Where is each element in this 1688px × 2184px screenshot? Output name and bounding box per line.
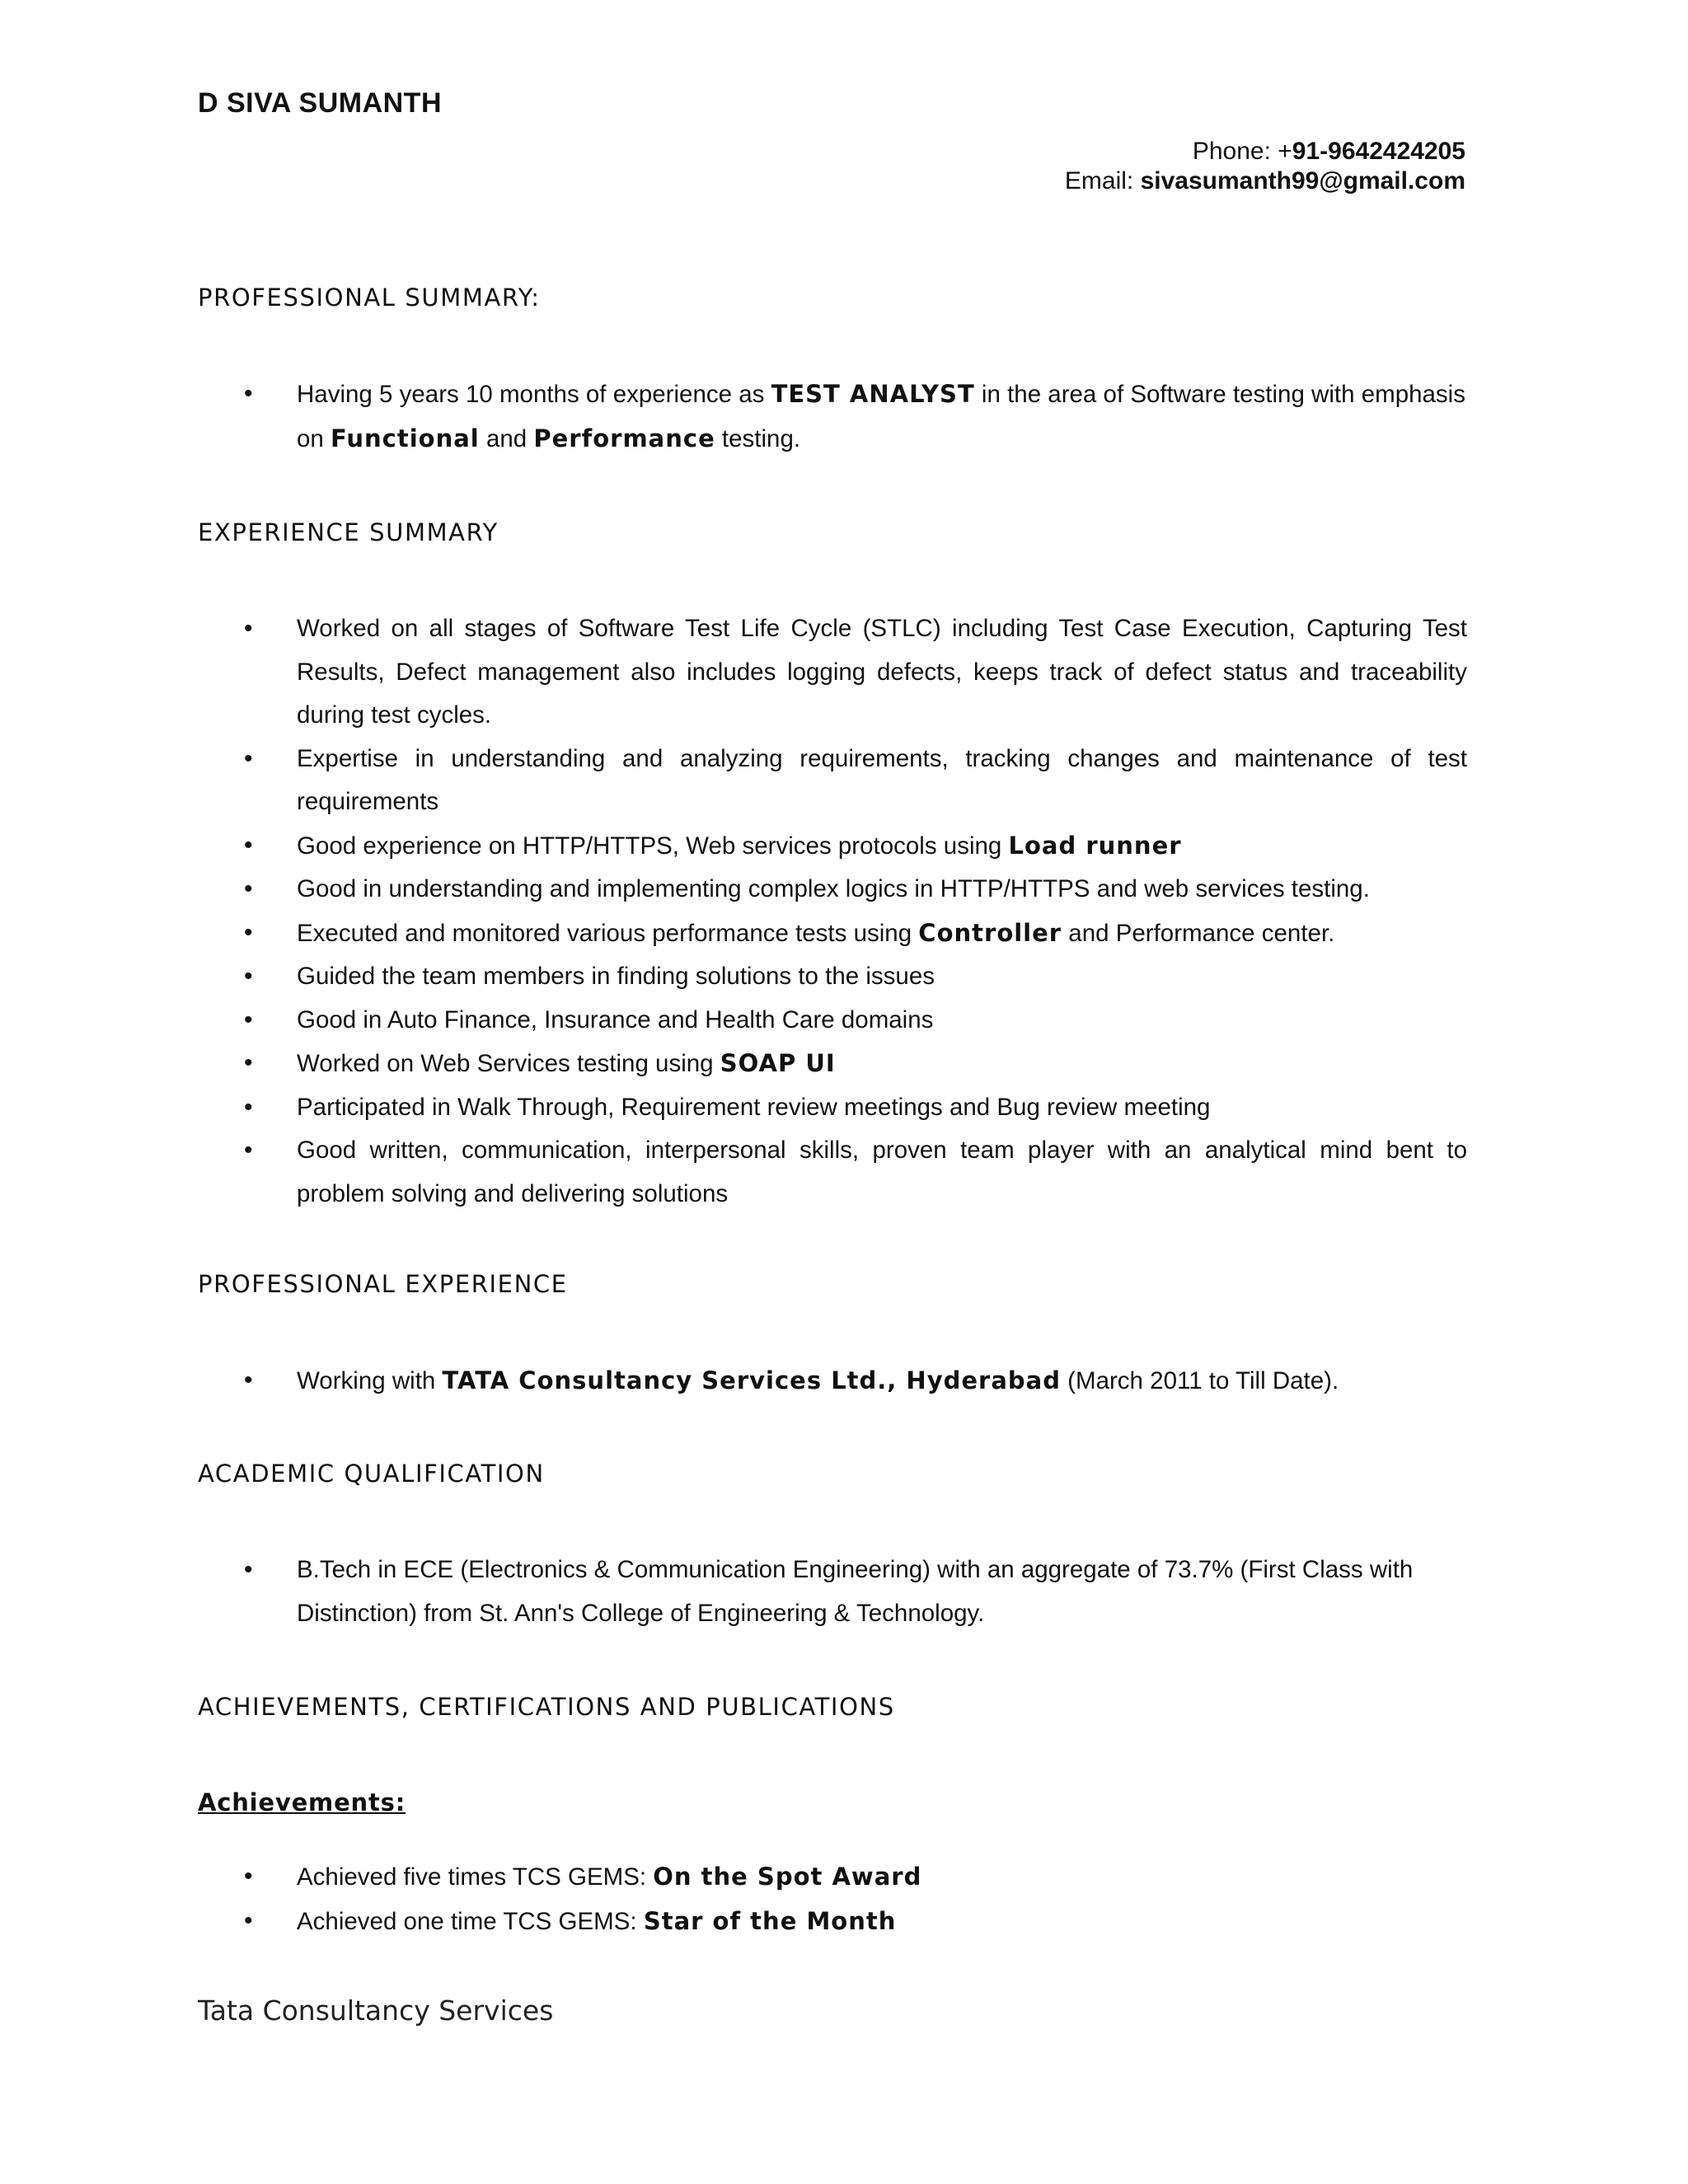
- bullet-icon: •: [244, 744, 253, 772]
- bullet-icon: •: [244, 963, 253, 990]
- academic-qualification-list: [0, 1549, 1688, 1635]
- candidate-name: D SIVA SUMANTH: [198, 87, 442, 119]
- list-item: • Having 5 years 10 months of experience as TEST ANALYST in the area of Software testing with emphasis on Functional and Performance testing.: [0, 373, 1467, 461]
- contact-block: [1065, 137, 1465, 196]
- list-item: • Participated in Walk Through, Requirement review meetings and Bug review meeting: [0, 1086, 1467, 1130]
- phone-line: [1065, 137, 1465, 166]
- email-label: Email:: [1064, 167, 1141, 194]
- professional-summary-list: [0, 373, 1688, 461]
- list-item: • Worked on all stages of Software Test Life Cycle (STLC) including Test Case Execution, Capturing Test Results, Defect management also includes logging defects, keeps track of defect status and traceability during test cycles.: [0, 607, 1467, 738]
- bullet-icon: •: [244, 1863, 253, 1890]
- list-item: • Achieved one time TCS GEMS: Star of the Month: [0, 1900, 1467, 1944]
- phone-label: Phone: +: [1192, 138, 1292, 165]
- list-item: • Good written, communication, interpersonal skills, proven team player with an analytical mind bent to problem solving and delivering solutions: [0, 1129, 1467, 1216]
- page-footer: Tata Consultancy Services: [198, 1994, 554, 2027]
- list-item: • Worked on Web Services testing using SOAP UI: [0, 1042, 1467, 1086]
- list-item: • Guided the team members in finding solutions to the issues: [0, 955, 1467, 999]
- email-line: [1065, 166, 1465, 196]
- bullet-icon: •: [244, 1093, 253, 1121]
- professional-summary-heading: PROFESSIONAL SUMMARY:: [198, 284, 541, 312]
- achievements-list: [0, 1855, 1688, 1943]
- list-item: • B.Tech in ECE (Electronics & Communication Engineering) with an aggregate of 73.7% (First Class with Distinction) from St. Ann's College of Engineering & Technology.: [0, 1549, 1467, 1635]
- bullet-icon: •: [244, 615, 253, 642]
- list-item: • Good experience on HTTP/HTTPS, Web services protocols using Load runner: [0, 824, 1467, 869]
- experience-summary-list: [0, 607, 1688, 1216]
- list-item: • Good in Auto Finance, Insurance and Health Care domains: [0, 999, 1467, 1043]
- list-item: • Working with TATA Consultancy Services Ltd., Hyderabad (March 2011 to Till Date).: [0, 1359, 1467, 1404]
- achievements-heading: ACHIEVEMENTS, CERTIFICATIONS AND PUBLICATIONS: [198, 1693, 895, 1721]
- bullet-icon: •: [244, 875, 253, 902]
- bullet-icon: •: [244, 831, 253, 859]
- email-value: sivasumanth99@gmail.com: [1140, 167, 1465, 194]
- list-item: • Executed and monitored various performance tests using Controller and Performance center.: [0, 912, 1467, 956]
- professional-experience-list: [0, 1359, 1688, 1404]
- list-item: • Achieved five times TCS GEMS: On the Spot Award: [0, 1855, 1467, 1900]
- bullet-icon: •: [244, 1906, 253, 1934]
- academic-qualification-heading: ACADEMIC QUALIFICATION: [198, 1460, 545, 1488]
- experience-summary-heading: EXPERIENCE SUMMARY: [198, 518, 499, 546]
- bullet-icon: •: [244, 918, 253, 946]
- bullet-icon: •: [244, 1049, 253, 1076]
- professional-experience-heading: PROFESSIONAL EXPERIENCE: [198, 1270, 568, 1298]
- bullet-icon: •: [244, 1366, 253, 1394]
- phone-value: 91-9642424205: [1292, 138, 1465, 165]
- list-item: • Good in understanding and implementing complex logics in HTTP/HTTPS and web services testing.: [0, 868, 1467, 912]
- bullet-icon: •: [244, 380, 253, 407]
- achievements-subheading: Achievements:: [198, 1788, 406, 1816]
- bullet-icon: •: [244, 1005, 253, 1033]
- bullet-icon: •: [244, 1556, 253, 1583]
- bullet-icon: •: [244, 1137, 253, 1164]
- list-item: • Expertise in understanding and analyzing requirements, tracking changes and maintenance of test requirements: [0, 738, 1467, 824]
